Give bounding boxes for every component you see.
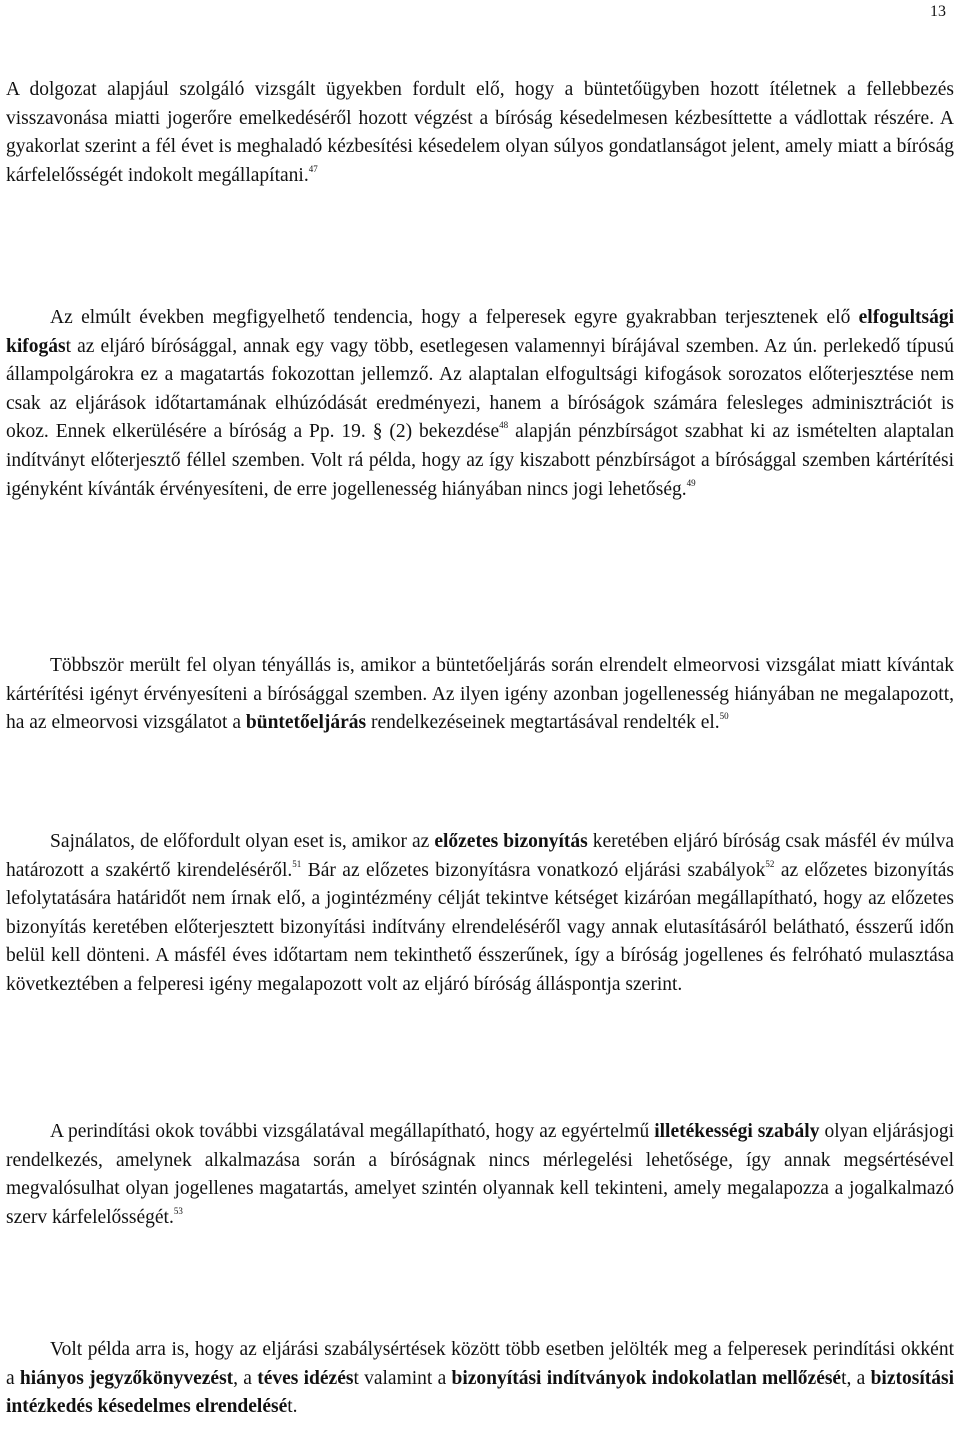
paragraph-4-text-2: keretében eljáró bíróság csak másfél év múlva határozott a szakértő kirendeléséről.	[6, 831, 954, 881]
footnote-ref-49[interactable]: 49	[686, 477, 696, 488]
paragraph-2-text-3: alapján pénzbírságot szabhat ki az ismételten alaptalan indítványt előterjesztő féllel szemben. Volt rá példa, hogy az így kiszabott pénzbírságot a bírósággal szemben kártérítési igényként kívánták érvényesíteni, de erre jogellenesség hiányában nincs jogi lehetőség.	[6, 421, 954, 500]
paragraph-5	[6, 1118, 954, 1232]
paragraph-4-text-1: Sajnálatos, de előfordult olyan eset is, amikor az	[50, 831, 435, 852]
bold-phrase-teves-idezes: téves idézés	[257, 1367, 354, 1389]
page-number: 13	[930, 3, 946, 20]
footnote-ref-48[interactable]: 48	[499, 420, 509, 431]
paragraph-4	[6, 828, 954, 1000]
paragraph-4-text-3: Bár az előzetes bizonyításra vonatkozó eljárási szabályok	[301, 859, 766, 881]
paragraph-5-text-2: olyan eljárásjogi rendelkezés, amelynek alkalmazása során a bíróságnak nincs mérlegelési lehetősége, így annak megsértésével megvalósulhat olyan jogellenes magatartás, amelyet szintén olyannak kell tekinteni, amely megalapozza a jogalkalmazó szerv kárfelelősségét.	[6, 1121, 954, 1228]
bold-phrase-bizonyitasi-inditvanyok: bizonyítási indítványok indokolatlan mellőzésé	[451, 1367, 842, 1389]
paragraph-1-text: A dolgozat alapjául szolgáló vizsgált ügyekben fordult elő, hogy a büntetőügyben hozott ítéletnek a fellebbezés visszavonása miatti jogerőre emelkedéséről hozott végzést a bíróság késedelmesen kézbesíttette a vádlottak részére. A gyakorlat szerint a fél évet is meghaladó kézbesítési késedelem olyan súlyos gondatlanságot jelent, amely miatt a bíróság kárfelelősségét indokolt megállapítani.	[6, 79, 954, 186]
paragraph-6-text-5: t.	[287, 1396, 298, 1418]
paragraph-2	[6, 304, 954, 504]
paragraph-2-text-2: t az eljáró bírósággal, annak egy vagy több, esetlegesen valamennyi bírájával szemben. Az ún. perlekedő típusú állampolgárokra ez a magatartás fokozottan jellemző. Az alaptalan elfogultsági kifogások sorozatos előterjesztése nem csak az eljárások időtartamának elhúzódását eredményezi, hanem a bíróságok számára felesleges adminisztrációt is okoz. Ennek elkerülésére a bíróság a Pp. 19. § (2) bekezdése	[6, 335, 954, 443]
footnote-ref-47[interactable]: 47	[308, 163, 318, 174]
footnote-ref-51[interactable]: 51	[292, 858, 302, 869]
paragraph-3-text-2: rendelkezéseinek megtartásával rendelték el.	[366, 712, 720, 734]
paragraph-3-text-1: Többször merült fel olyan tényállás is, amikor a büntetőeljárás során elrendelt elmeorvosi vizsgálat miatt kívántak kártérítési igényt érvényesíteni a bírósággal szemben. Az ilyen igény azonban jogellenesség hiányában ne megalapozott, ha az elmeorvosi vizsgálatot a	[6, 655, 954, 734]
paragraph-3	[6, 652, 954, 738]
footnote-ref-50[interactable]: 50	[719, 711, 729, 722]
bold-phrase-hianyos-jegyzokonyvezes: hiányos jegyzőkönyvezést	[19, 1367, 234, 1389]
paragraph-6	[6, 1336, 954, 1422]
paragraph-6-text-2: , a	[233, 1367, 258, 1389]
bold-phrase-elfogultsagi-kifogas: elfogultsági kifogás	[6, 307, 954, 357]
paragraph-6-text-3: t valamint a	[353, 1367, 452, 1389]
bold-phrase-buntetoeljaras: büntetőeljárás	[245, 712, 367, 734]
paragraph-5-text-1: A perindítási okok további vizsgálatával megállapítható, hogy az egyértelmű	[50, 1121, 655, 1142]
bold-phrase-illetekessegi-szabaly: illetékességi szabály	[654, 1121, 820, 1142]
bold-phrase-elozetes-bizonyitas: előzetes bizonyítás	[434, 831, 588, 852]
footnote-ref-53[interactable]: 53	[173, 1205, 183, 1216]
paragraph-6-text-1: Volt példa arra is, hogy az eljárási szabálysértések között több esetben jelölték meg a felperesek perindítási okként a	[6, 1339, 954, 1389]
paragraph-1	[6, 76, 954, 190]
bold-phrase-biztositasi-intezkedes: biztosítási intézkedés késedelmes elrendelésé	[6, 1367, 954, 1418]
paragraph-6-text-4: t, a	[841, 1367, 871, 1389]
paragraph-4-text-4: az előzetes bizonyítás lefolytatására határidőt nem írnak elő, a jogintézmény célját tekintve kétséget kizáróan megállapítható, hogy az előzetes bizonyítás keretében előterjesztett bizonyítási indítvány elrendeléséről vagy annak elutasításáról belátható, ésszerű időn belül kell dönteni. A másfél éves időtartam nem tekinthető ésszerűnek, így a bíróság jogellenes és felróható mulasztása következtében a felperesi igény megalapozott volt az eljáró bíróság álláspontja szerint.	[6, 859, 955, 995]
paragraph-2-text-1: Az elmúlt években megfigyelhető tendencia, hogy a felperesek egyre gyakrabban terjesztenek elő	[50, 307, 859, 328]
footnote-ref-52[interactable]: 52	[765, 858, 775, 869]
